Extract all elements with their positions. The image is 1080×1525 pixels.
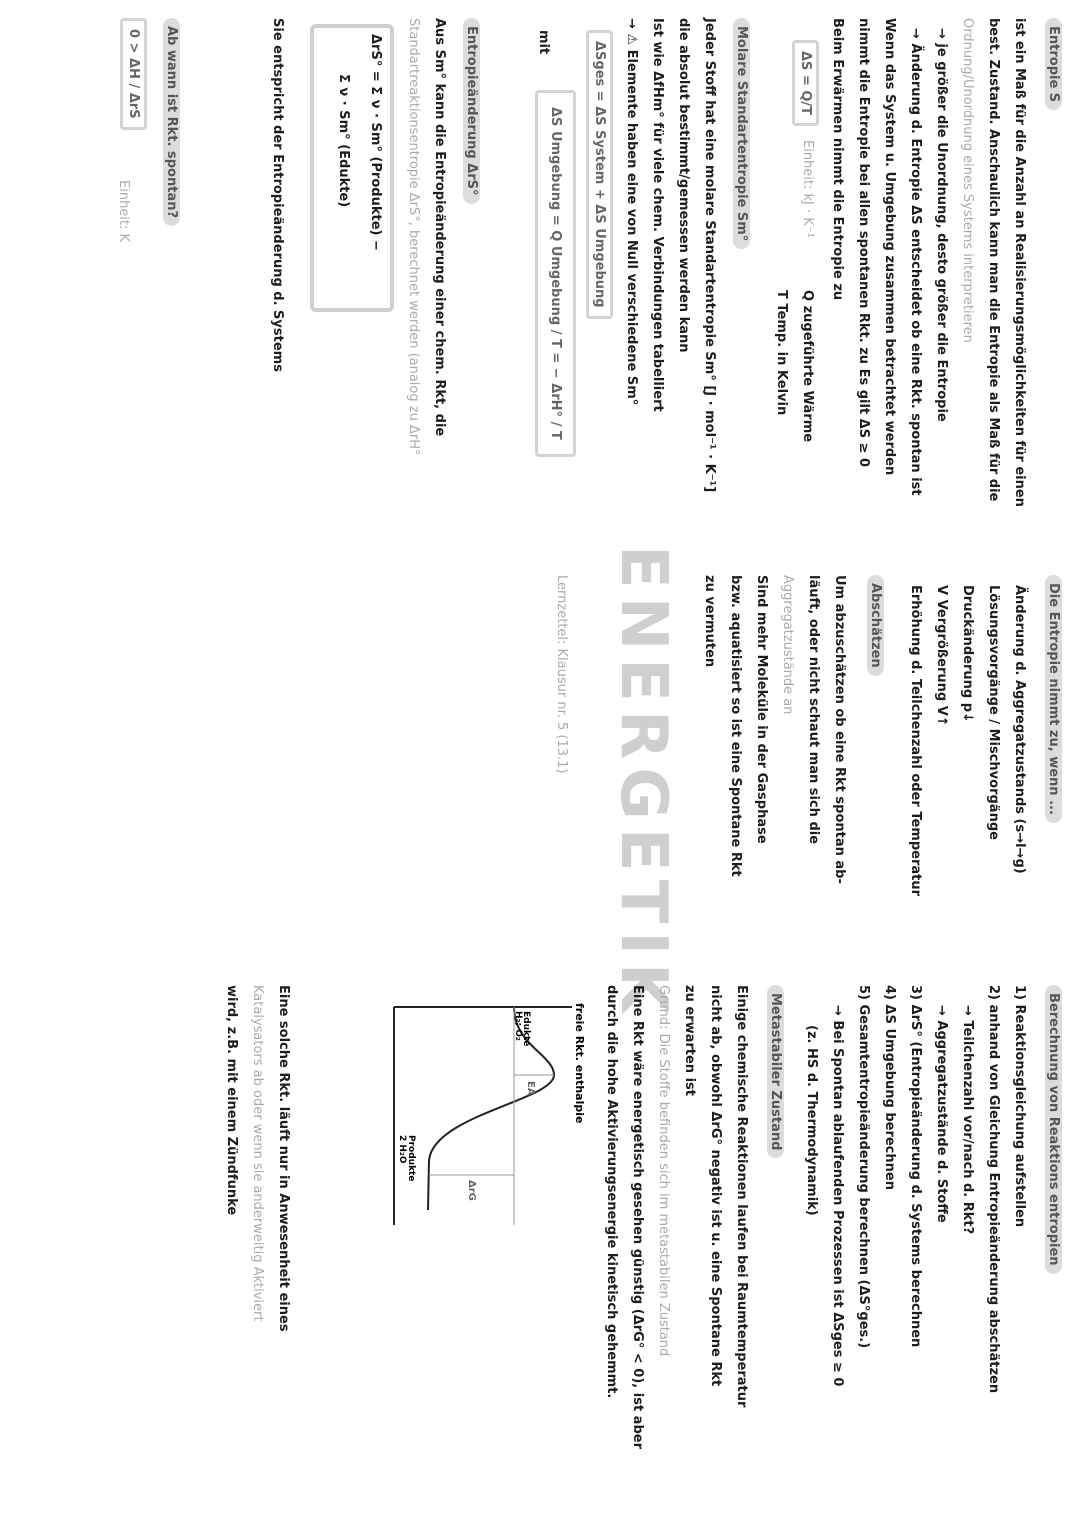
q-line: Q zugeführte Wärme bbox=[800, 290, 815, 443]
entropie-line-4: → je größer die Unordnung, desto größer die Entropie bbox=[934, 28, 949, 422]
mit-label: mit bbox=[536, 30, 551, 55]
berech-item-4: → Aggregatzustände d. Stoffe bbox=[934, 1005, 949, 1223]
sum-line-1: ΔrS° = Σ ν · Sm° (Produkte) − bbox=[368, 34, 383, 251]
spontan-box: 0 > ΔH / ΔrS bbox=[120, 18, 147, 130]
watermark-energetik: ENERGETIK bbox=[606, 545, 680, 1021]
meta-line-6: durch die hohe Aktivierungsenergie kinetisch gehemmt. bbox=[604, 985, 619, 1399]
absch-title: Abschätzen bbox=[867, 575, 884, 676]
entropie-line-6: Wenn das System u. Umgebung zusammen betrachtet werden bbox=[882, 18, 897, 476]
entropie-line-3: Ordnung/Unordnung eines Systems interpretieren bbox=[960, 18, 975, 343]
meta-line-5: Eine Rkt wäre energetisch gesehen günstig (ΔrG° < 0), ist aber bbox=[630, 985, 645, 1449]
sges-box: ΔSges = ΔS System + ΔS Umgebung bbox=[586, 30, 613, 319]
molar-line-1: Jeder Stoff hat eine molare Standartentropie Sm° [J · mol⁻¹ · K⁻¹] bbox=[702, 18, 717, 493]
edukte-label: Edukte bbox=[521, 1011, 531, 1047]
spontan-unit: Einheit: K bbox=[116, 180, 131, 243]
aender-title: Entropieänderung ΔrS° bbox=[463, 18, 480, 204]
unit-line: Einheit: kJ · K⁻¹ bbox=[800, 140, 815, 238]
entropie-line-1: ist ein Maß für die Anzahl an Realisierungsmöglichkeiten für einen bbox=[1012, 18, 1027, 507]
meta-title: Metastabiler Zustand bbox=[767, 985, 784, 1158]
berech-item-6: 4) ΔS Umgebung berechnen bbox=[882, 985, 897, 1190]
molar-line-3: Ist wie ΔfHm° für viele chem. Verbindungen tabelliert bbox=[650, 18, 665, 412]
right-column bbox=[0, 985, 1080, 1515]
entropie-line-5: → Änderung d. Entropie ΔS entscheidet ob eine Rkt. spontan ist bbox=[908, 28, 923, 496]
nimmt-item-3: Druckänderung p↓ bbox=[960, 585, 975, 723]
umgebung-formula: ΔS Umgebung = Q Umgebung / T = − ΔrH° / T bbox=[535, 90, 576, 457]
entropie-title: Entropie S bbox=[1045, 18, 1062, 110]
nimmt-item-2: Lösungsvorgänge / Mischvorgänge bbox=[986, 585, 1001, 840]
aender-line-2: Standartreaktionsentropie ΔrS°, berechnet werden (analog zu ΔrH° bbox=[406, 18, 421, 456]
entropie-line-2: best. Zustand. Anschaulich kann man die Entropie als Maß für die bbox=[986, 18, 1001, 502]
energy-diagram bbox=[384, 985, 584, 1235]
nimmt-item-1: Änderung d. Aggregatzustands (s→l→g) bbox=[1012, 585, 1027, 874]
berech-item-1: 1) Reaktionsgleichung aufstellen bbox=[1012, 985, 1027, 1228]
meta-line-4: Grund: Die Stoffe befinden sich im metastabilen Zustand bbox=[656, 985, 671, 1357]
berech-item-9: (z. HS d. Thermodynamik) bbox=[804, 1025, 819, 1216]
produkte-label: Produkte bbox=[406, 1135, 416, 1182]
sum-line-2: Σ ν · Sm° (Edukte) bbox=[336, 74, 351, 208]
produkte-formula: 2 H₂O bbox=[397, 1135, 407, 1164]
left-column bbox=[0, 0, 1080, 507]
solche-line-1: Eine solche Rkt. läuft nur in Anwesenheit eines bbox=[276, 985, 291, 1332]
absch-line-4: Sind mehr Moleküle in der Gasphase bbox=[754, 575, 769, 844]
berech-item-8: → Bei Spontan ablaufenden Prozessen ist ΔSges ≥ 0 bbox=[830, 1005, 845, 1387]
absch-line-2: läuft, oder nicht schaut man sich die bbox=[806, 575, 821, 845]
middle-column bbox=[0, 545, 1080, 1021]
dg-label: ΔrG bbox=[466, 1180, 477, 1201]
aender-line-1: Aus Sm° kann die Entropieänderung einer chem. Rkt, die bbox=[432, 18, 447, 437]
solche-line-2: Katalysators ab oder wenn sie anderweitig Aktiviert bbox=[250, 985, 265, 1322]
molar-line-2: die absolut bestimmt/gemessen werden kann bbox=[676, 18, 691, 353]
nimmt-item-4: V Vergrößerung V↑ bbox=[934, 585, 949, 727]
nimmt-item-5: Erhöhung d. Teilchenzahl oder Temperatur bbox=[908, 585, 923, 897]
entspricht-line: Sie entspricht der Entropieänderung d. Systems bbox=[270, 18, 285, 372]
absch-line-6: zu vermuten bbox=[702, 575, 717, 668]
meta-line-1: Einige chemische Reaktionen laufen bei Raumtemperatur bbox=[734, 985, 749, 1408]
berech-title: Berechnung von Reaktions entropien bbox=[1045, 985, 1062, 1274]
absch-line-3: Aggregatzustände an bbox=[780, 575, 795, 715]
berech-item-2: 2) anhand von Gleichung Entropieänderung abschätzen bbox=[986, 985, 1001, 1394]
berech-item-3: → Teilchenzahl vor/nach d. Rkt? bbox=[960, 1005, 975, 1235]
nimmt-title: Die Entropie nimmt zu, wenn ... bbox=[1045, 575, 1062, 823]
berech-item-5: 3) ΔrS° (Entropieänderung d. Systems berechnen bbox=[908, 985, 923, 1348]
ylabel: freie Rkt. enthalpie bbox=[573, 1003, 586, 1124]
entropie-line-8: Beim Erwärmen nimmt die Entropie zu bbox=[830, 18, 845, 301]
absch-line-5: bzw. aquatisiert so ist eine Spontane Rkt bbox=[728, 575, 743, 877]
absch-line-1: Um abzuschätzen ob eine Rkt spontan ab- bbox=[832, 575, 847, 884]
lernzettel-line: Lernzettel: Klausur nr. 5 (13.1) bbox=[554, 575, 569, 774]
solche-line-3: wird, z.B. mit einem Zündfunke bbox=[224, 985, 239, 1216]
molar-line-4: → ⚠ Elemente haben eine von Null verschiedene Sm° bbox=[624, 18, 639, 406]
spontan-title: Ab wann ist Rkt. spontan? bbox=[163, 18, 180, 226]
ea-label: EA bbox=[525, 1081, 536, 1096]
meta-line-3: zu erwarten ist bbox=[682, 985, 697, 1096]
molar-title: Molare Standartentropie Sm° bbox=[733, 18, 750, 249]
formula-box: ΔS = Q/T bbox=[792, 40, 819, 126]
energy-curve bbox=[428, 1007, 554, 1210]
t-line: T Temp. in Kelvin bbox=[774, 290, 789, 416]
meta-line-2: nicht ab, obwohl ΔrG° negativ ist u. eine Spontane Rkt bbox=[708, 985, 723, 1387]
entropie-line-7: nimmt die Entropie bei allen spontanen Rkt. zu Es gilt ΔS ≥ 0 bbox=[856, 18, 871, 468]
berech-item-7: 5) Gesamtentropieänderung berechnen (ΔS°ges.) bbox=[856, 985, 871, 1349]
edukte-formula: H₂; O₂ bbox=[513, 1011, 523, 1041]
